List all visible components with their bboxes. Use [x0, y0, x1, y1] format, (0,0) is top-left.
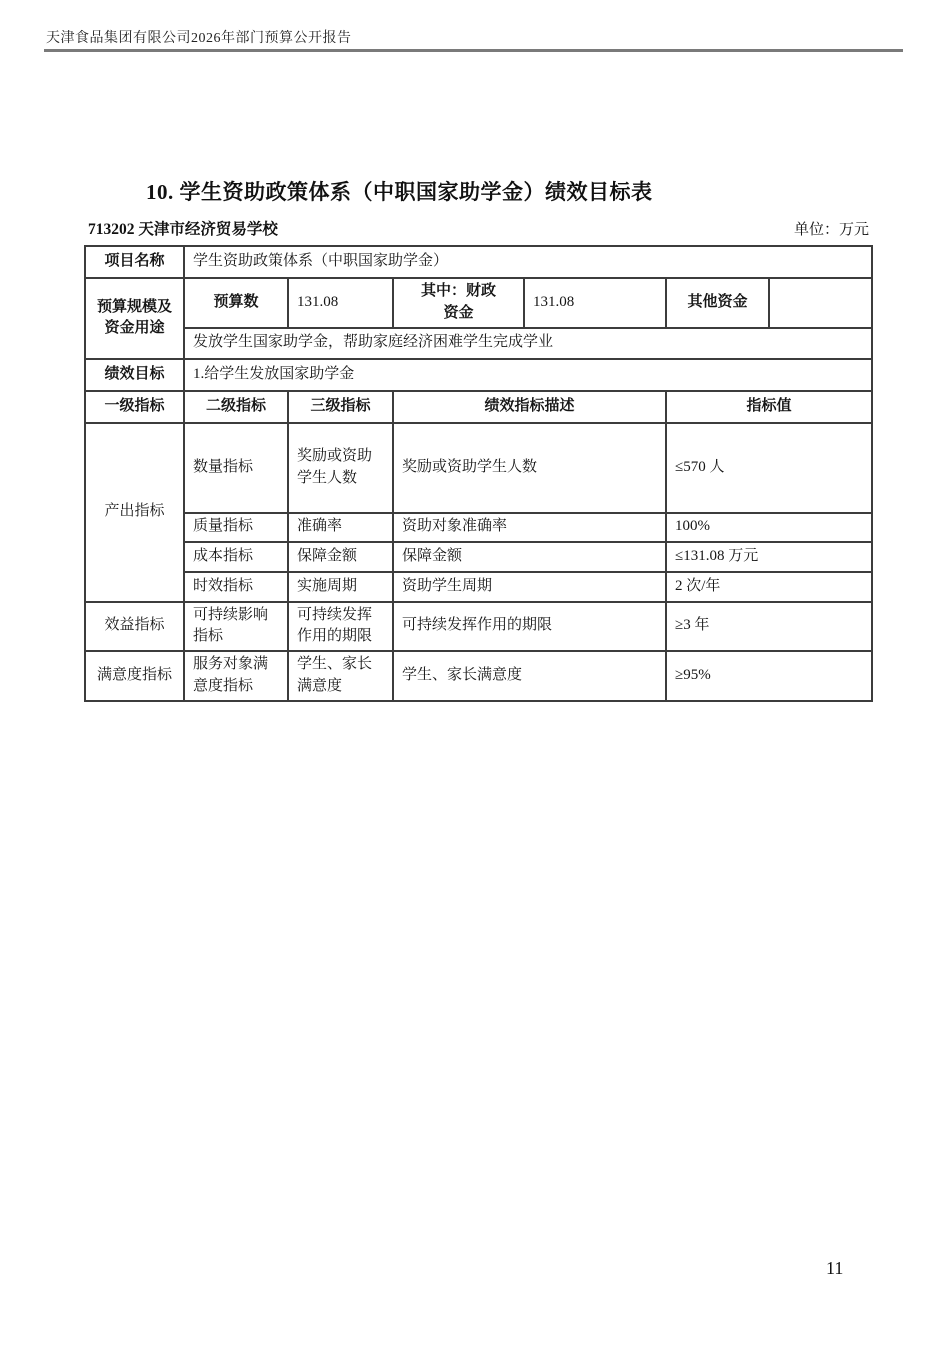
col-header-level2: 二级指标	[184, 391, 288, 423]
row-satisfaction-indicator	[85, 651, 872, 701]
budget-number-value-cell: 131.08	[288, 278, 393, 328]
row-timeliness-indicator	[85, 572, 872, 602]
fund-usage-cell: 发放学生国家助学金，帮助家庭经济困难学生完成学业	[184, 328, 872, 359]
other-funds-label-cell: 其他资金	[666, 278, 769, 328]
quantity-indicator-value-cell: ≤570 人	[666, 423, 872, 513]
quantity-indicator-l3-text: 奖励或资助学生人数	[297, 447, 373, 486]
cost-indicator-l3-cell: 保障金额	[288, 542, 393, 572]
quality-indicator-desc-cell: 资助对象准确率	[393, 513, 666, 542]
quantity-indicator-l2-cell: 数量指标	[184, 423, 288, 513]
unit-label: 单位：万元	[793, 222, 869, 238]
performance-target-table	[84, 245, 873, 702]
row-fund-usage	[85, 328, 872, 359]
timeliness-indicator-l2-cell: 时效指标	[184, 572, 288, 602]
row-budget-scale	[85, 278, 872, 328]
col-header-level1: 一级指标	[85, 391, 184, 423]
benefit-indicator-l2-cell	[184, 602, 288, 652]
col-header-description: 绩效指标描述	[393, 391, 666, 423]
satisfaction-indicator-l3-text: 学生、家长满意度	[297, 656, 373, 694]
satisfaction-indicator-l2-cell	[184, 651, 288, 701]
benefit-indicator-value-cell: ≥3 年	[666, 602, 872, 652]
satisfaction-indicator-value-cell: ≥95%	[666, 651, 872, 701]
fiscal-funds-value-cell: 131.08	[524, 278, 666, 328]
fiscal-funds-label-cell	[393, 278, 524, 328]
project-name-value-cell: 学生资助政策体系（中职国家助学金）	[184, 246, 872, 278]
project-name-label-cell: 项目名称	[85, 246, 184, 278]
quality-indicator-l2-cell: 质量指标	[184, 513, 288, 542]
satisfaction-indicator-desc-cell: 学生、家长满意度	[393, 651, 666, 701]
benefit-indicator-l3-text: 可持续发挥作用的期限	[297, 606, 373, 645]
quantity-indicator-l3-cell	[288, 423, 393, 513]
col-header-value: 指标值	[666, 391, 872, 423]
timeliness-indicator-value-cell: 2 次/年	[666, 572, 872, 602]
timeliness-indicator-desc-cell: 资助学生周期	[393, 572, 666, 602]
row-performance-goal	[85, 359, 872, 391]
row-cost-indicator	[85, 542, 872, 572]
budget-number-label-cell: 预算数	[184, 278, 288, 328]
page-title: 10. 学生资助政策体系（中职国家助学金）绩效目标表	[146, 180, 653, 204]
row-quality-indicator	[85, 513, 872, 542]
other-funds-value-cell	[769, 278, 872, 328]
budget-scope-label-cell	[85, 278, 184, 359]
satisfaction-indicator-l2-text: 服务对象满意度指标	[193, 656, 269, 694]
row-indicator-headers	[85, 391, 872, 423]
benefit-indicator-group-cell: 效益指标	[85, 602, 184, 652]
report-header-text: 天津食品集团有限公司2026年部门预算公开报告	[46, 31, 352, 46]
header-divider-rule	[44, 49, 903, 52]
row-benefit-indicator	[85, 602, 872, 652]
timeliness-indicator-l3-cell: 实施周期	[288, 572, 393, 602]
benefit-indicator-desc-cell: 可持续发挥作用的期限	[393, 602, 666, 652]
quantity-indicator-desc-cell: 奖励或资助学生人数	[393, 423, 666, 513]
fiscal-funds-label-text: 其中：财政资金	[420, 283, 496, 321]
cost-indicator-desc-cell: 保障金额	[393, 542, 666, 572]
cost-indicator-l2-cell: 成本指标	[184, 542, 288, 572]
benefit-indicator-l2-text: 可持续影响指标	[193, 606, 269, 645]
performance-goal-label-cell: 绩效目标	[85, 359, 184, 391]
row-project-name	[85, 246, 872, 278]
budget-scope-label-text: 预算规模及资金用途	[96, 298, 172, 337]
quality-indicator-l3-cell: 准确率	[288, 513, 393, 542]
cost-indicator-value-cell: ≤131.08 万元	[666, 542, 872, 572]
satisfaction-indicator-l3-cell	[288, 651, 393, 701]
performance-goal-value-cell: 1.给学生发放国家助学金	[184, 359, 872, 391]
page-number: 11	[826, 1258, 844, 1278]
satisfaction-indicator-group-cell: 满意度指标	[85, 651, 184, 701]
row-quantity-indicator	[85, 423, 872, 513]
output-indicator-group-cell: 产出指标	[85, 423, 184, 602]
col-header-level3: 三级指标	[288, 391, 393, 423]
benefit-indicator-l3-cell	[288, 602, 393, 652]
quality-indicator-value-cell: 100%	[666, 513, 872, 542]
org-code-name: 713202 天津市经济贸易学校	[88, 221, 278, 238]
